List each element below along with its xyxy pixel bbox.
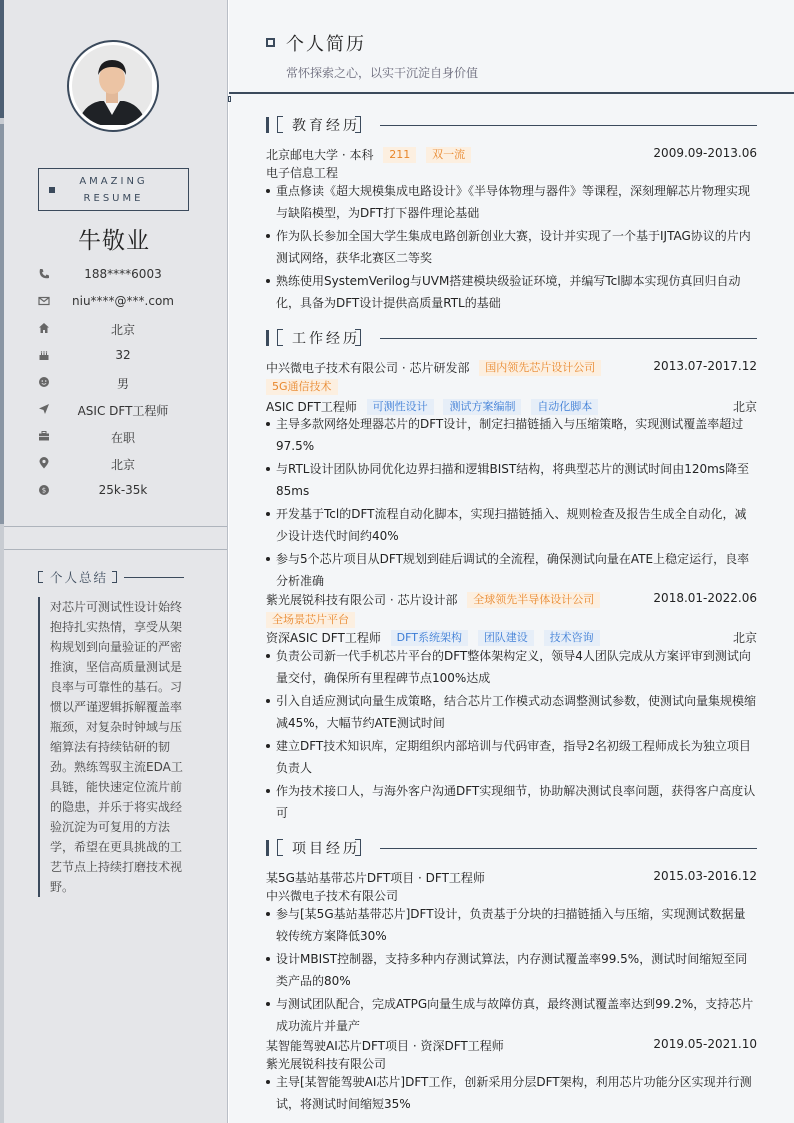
resume-badge bbox=[38, 168, 189, 211]
contact-value: 北京 bbox=[110, 458, 135, 472]
job-header-row bbox=[266, 359, 757, 377]
company-tag: 国内领先芯片设计公司 bbox=[479, 360, 601, 376]
contact-value: niu****@***.com bbox=[72, 294, 174, 308]
section-rule bbox=[380, 125, 757, 126]
list-item: 设计MBIST控制器，支持多种内存测试算法，内存测试覆盖率99.5%，测试时间缩短至同类产品的80% bbox=[266, 948, 757, 992]
list-item: 作为队长参加全国大学生集成电路创新创业大赛，设计并实现了一个基于IJTAG协议的片内测试网络，获华北赛区二等奖 bbox=[266, 225, 757, 269]
sidebar bbox=[0, 0, 228, 1123]
list-item: 与RTL设计团队协同优化边界扫描和逻辑BIST结构，将典型芯片的测试时间由120ms降至85ms bbox=[266, 458, 757, 502]
job-role: 资深ASIC DFT工程师 bbox=[266, 631, 381, 645]
bracket-left-icon bbox=[38, 571, 43, 583]
job-tag-row bbox=[266, 379, 757, 397]
bracket-right-icon bbox=[355, 116, 361, 133]
skill-tag: 测试方案编制 bbox=[443, 399, 521, 415]
section-projects-heading bbox=[266, 838, 757, 858]
contact-status bbox=[0, 427, 228, 447]
contact-phone bbox=[0, 265, 228, 285]
avatar-photo bbox=[72, 45, 152, 125]
section-bar bbox=[266, 840, 269, 856]
summary-text: 对芯片可测试性设计始终抱持扎实热情，享受从架构规划到向量验证的严密推演，坚信高质量测试是良率与可靠性的基石。习惯以严谨逻辑拆解覆盖率瓶颈，对复杂时钟域与压缩算法有持续钻研的韧劲。熟练驾驭主流EDA工具链，能快速定位流片前的隐患，并乐于将实战经验沉淀为可复用的方法学，希望在更具挑战的工艺节点上持续打磨技术视野。 bbox=[38, 597, 184, 897]
project-name: 某智能驾驶AI芯片DFT项目 · 资深DFT工程师 bbox=[266, 1039, 504, 1053]
page-title: 个人简历 bbox=[286, 34, 366, 55]
list-item: 重点修读《超大规模集成电路设计》《半导体物理与器件》等课程，深刻理解芯片物理实现与缺陷模型，为DFT打下器件理论基础 bbox=[266, 180, 757, 224]
project-company: 紫光展锐科技有限公司 bbox=[266, 1057, 387, 1071]
avatar-frame bbox=[67, 40, 159, 132]
bracket-right-icon bbox=[355, 329, 361, 346]
project-name: 某5G基站基带芯片DFT项目 · DFT工程师 bbox=[266, 871, 485, 885]
list-item: 引入自适应测试向量生成策略，结合芯片工作模式动态调整测试参数，使测试向量集规模缩减45%，大幅节约ATE测试时间 bbox=[266, 690, 757, 734]
project-date: 2015.03-2016.12 bbox=[653, 869, 757, 883]
section-rule bbox=[380, 848, 757, 849]
job-header-row bbox=[266, 591, 757, 609]
school-name: 北京邮电大学 · 本科 bbox=[266, 148, 374, 162]
contact-value: 188****6003 bbox=[84, 267, 162, 281]
edge-strip-accent bbox=[0, 0, 4, 118]
section-work-heading bbox=[266, 328, 757, 348]
candidate-name: 牛敬业 bbox=[78, 228, 150, 254]
company-tag: 全场景芯片平台 bbox=[266, 612, 355, 628]
contact-age bbox=[0, 346, 228, 366]
list-item: 与测试团队配合，完成ATPG向量生成与故障仿真，最终测试覆盖率达到99.2%，支持芯片成功流片并量产 bbox=[266, 993, 757, 1037]
bracket-left-icon bbox=[277, 329, 283, 346]
contact-value: 北京 bbox=[110, 323, 135, 337]
company-tag: 5G通信技术 bbox=[266, 379, 338, 395]
job-tag-row bbox=[266, 612, 757, 630]
job-bullets bbox=[266, 413, 757, 593]
skill-tag: 团队建设 bbox=[478, 630, 534, 646]
header-rule bbox=[229, 92, 794, 94]
project-header-row bbox=[266, 1037, 757, 1055]
summary-title-rule bbox=[124, 577, 184, 578]
company-name: 紫光展锐科技有限公司 · 芯片设计部 bbox=[266, 593, 458, 607]
section-title: 项目经历 bbox=[292, 841, 360, 857]
contact-value: 在职 bbox=[110, 431, 135, 445]
job-city: 北京 bbox=[732, 631, 757, 645]
section-title: 工作经历 bbox=[292, 331, 360, 347]
contact-home bbox=[0, 319, 228, 339]
section-bar bbox=[266, 330, 269, 346]
job-role: ASIC DFT工程师 bbox=[266, 400, 357, 414]
section-education-heading bbox=[266, 115, 757, 135]
avatar bbox=[72, 45, 154, 127]
school-tag: 211 bbox=[383, 147, 416, 163]
job-bullets bbox=[266, 645, 757, 825]
company-name: 中兴微电子技术有限公司 · 芯片研发部 bbox=[266, 361, 470, 375]
education-date: 2009.09-2013.06 bbox=[653, 146, 757, 160]
bracket-right-icon bbox=[355, 839, 361, 856]
bracket-right-icon bbox=[112, 571, 117, 583]
contact-value: 32 bbox=[115, 348, 131, 362]
list-item: 建立DFT技术知识库，定期组织内部培训与代码审查，指导2名初级工程师成长为独立项目负责人 bbox=[266, 735, 757, 779]
major-name: 电子信息工程 bbox=[266, 166, 339, 180]
contact-email bbox=[0, 292, 228, 312]
contact-value: ASIC DFT工程师 bbox=[77, 404, 169, 418]
contact-value: 男 bbox=[116, 377, 129, 391]
job-city: 北京 bbox=[732, 400, 757, 414]
contact-gender bbox=[0, 373, 228, 393]
main-content bbox=[229, 0, 794, 1123]
education-header-row bbox=[266, 146, 757, 164]
project-bullets bbox=[266, 1071, 757, 1116]
sidebar-divider bbox=[4, 526, 227, 527]
company-tag: 全球领先半导体设计公司 bbox=[467, 592, 600, 608]
list-item: 参与[某5G基站基带芯片]DFT设计，负责基于分块的扫描链插入与压缩，实现测试数据量较传统方案降低30% bbox=[266, 903, 757, 947]
project-header-row bbox=[266, 869, 757, 887]
education-bullets bbox=[266, 180, 757, 315]
skill-tag: DFT系统架构 bbox=[391, 630, 468, 646]
summary-title-text: 个人总结 bbox=[50, 570, 109, 585]
project-bullets bbox=[266, 903, 757, 1038]
project-company: 中兴微电子技术有限公司 bbox=[266, 889, 399, 903]
page-subtitle: 常怀探索之心，以实干沉淀自身价值 bbox=[286, 66, 479, 80]
list-item: 主导[某智能驾驶AI芯片]DFT工作，创新采用分层DFT架构，利用芯片功能分区实现并行测试，将测试时间缩短35% bbox=[266, 1071, 757, 1115]
project-date: 2019.05-2021.10 bbox=[653, 1037, 757, 1051]
list-item: 主导多款网络处理器芯片的DFT设计，制定扫描链插入与压缩策略，实现测试覆盖率超过97.5% bbox=[266, 413, 757, 457]
svg-text:$: $ bbox=[41, 486, 47, 495]
job-date: 2013.07-2017.12 bbox=[653, 359, 757, 373]
contact-location bbox=[0, 454, 228, 474]
skill-tag: 自动化脚本 bbox=[531, 399, 598, 415]
bracket-left-icon bbox=[277, 839, 283, 856]
header-marker bbox=[228, 96, 231, 102]
contact-salary bbox=[0, 481, 228, 501]
list-item: 参与5个芯片项目从DFT规划到硅后调试的全流程，确保测试向量在ATE上稳定运行，良率分析准确 bbox=[266, 548, 757, 592]
skill-tag: 技术咨询 bbox=[544, 630, 600, 646]
skill-tag: 可测性设计 bbox=[367, 399, 434, 415]
list-item: 开发基于Tcl的DFT流程自动化脚本，实现扫描链插入、规则检查及报告生成全自动化，减少设计迭代时间约40% bbox=[266, 503, 757, 547]
title-square-icon bbox=[266, 38, 275, 47]
list-item: 作为技术接口人，与海外客户沟通DFT实现细节，协助解决测试良率问题，获得客户高度认可 bbox=[266, 780, 757, 824]
contact-position bbox=[0, 400, 228, 420]
contact-value: 25k-35k bbox=[98, 483, 148, 497]
badge-line-2: RESUME bbox=[83, 193, 144, 204]
job-date: 2018.01-2022.06 bbox=[653, 591, 757, 605]
section-title: 教育经历 bbox=[292, 118, 360, 134]
school-tag: 双一流 bbox=[426, 147, 471, 163]
sidebar-divider bbox=[4, 549, 227, 550]
list-item: 负责公司新一代手机芯片平台的DFT整体架构定义，领导4人团队完成从方案评审到测试向量交付，确保所有里程碑节点100%达成 bbox=[266, 645, 757, 689]
bracket-left-icon bbox=[277, 116, 283, 133]
badge-line-1: AMAZING bbox=[79, 176, 148, 187]
section-bar bbox=[266, 117, 269, 133]
section-rule bbox=[380, 338, 757, 339]
list-item: 熟练使用SystemVerilog与UVM搭建模块级验证环境，并编写Tcl脚本实现仿真回归自动化，具备为DFT设计提供高质量RTL的基础 bbox=[266, 270, 757, 314]
